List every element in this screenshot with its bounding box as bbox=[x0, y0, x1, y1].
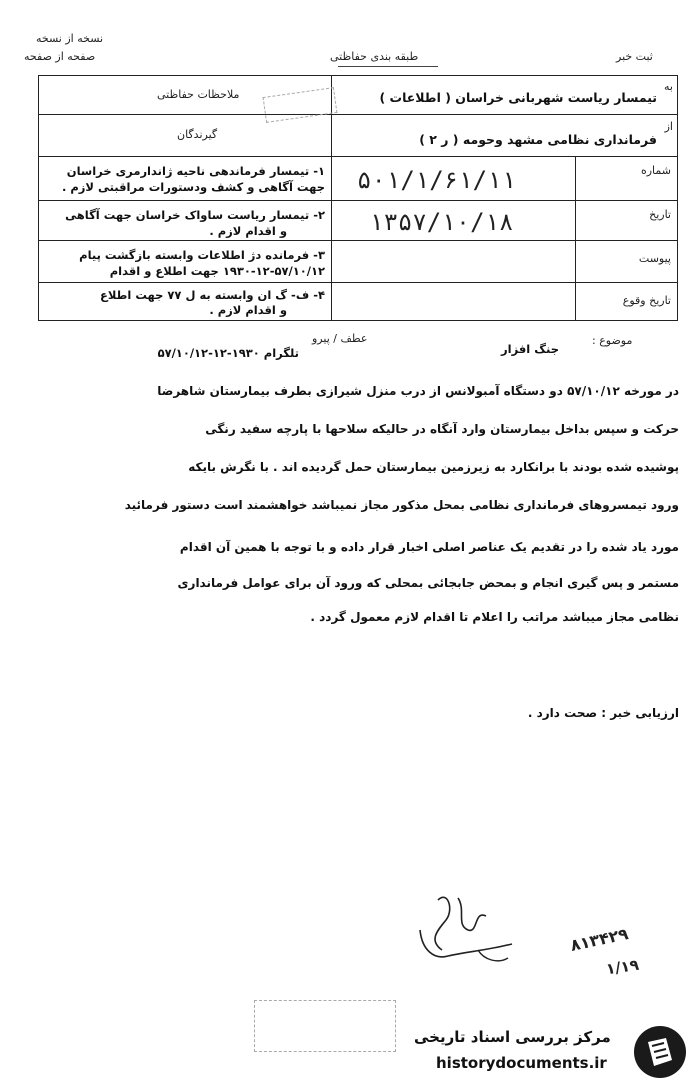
reference-label: عطف / پیرو bbox=[312, 332, 368, 345]
news-evaluation: ارزیابی خبر : صحت دارد . bbox=[527, 706, 679, 720]
from-label: از bbox=[664, 120, 673, 133]
to-label: به bbox=[664, 80, 673, 93]
recipients-label: گیرندگان bbox=[177, 128, 218, 141]
body-line-2: حرکت و سپس بداخل بیمارستان وارد آنگاه در حالیکه سلاحها با پارچه سفید رنگی bbox=[205, 422, 679, 436]
to-value: تیمسار ریاست شهربانی خراسان ( اطلاعات ) bbox=[379, 90, 657, 105]
copy-count-line: نسخه از نسخه bbox=[36, 32, 104, 45]
number-value: ۵۰۱/۱/۶۱/۱۱ bbox=[357, 166, 516, 194]
recipient-2-line1: ۲- تیمسار ریاست ساواک خراسان جهت آگاهی bbox=[65, 208, 325, 222]
attachment-label: پیوست bbox=[638, 252, 671, 265]
recipient-2-line2: و اقدام لازم . bbox=[209, 224, 287, 238]
page-count-line: صفحه از صفحه bbox=[24, 50, 96, 63]
watermark-url: historydocuments.ir bbox=[436, 1054, 607, 1072]
subject-label: موضوع : bbox=[592, 334, 633, 347]
form-table bbox=[38, 75, 678, 321]
margin-note-number: ۸۱۳۴۲۹ bbox=[568, 924, 630, 955]
classification-label: طبقه بندی حفاظتی bbox=[330, 50, 419, 63]
record-label: ثبت خبر bbox=[616, 50, 653, 63]
body-line-6: مستمر و پس گیری انجام و بمحض جابجائی بمحلی که ورود آن برای عوامل فرمانداری bbox=[177, 576, 679, 590]
from-value: فرمانداری نظامی مشهد وحومه ( ر ۲ ) bbox=[419, 132, 657, 147]
occurrence-date-label: تاریخ وقوع bbox=[622, 294, 671, 307]
recipient-3-line2: ۱۹۳۰-۱۲-۵۷/۱۰/۱۲ جهت اطلاع و اقدام bbox=[109, 264, 325, 278]
recipient-4-line2: و اقدام لازم . bbox=[209, 303, 287, 317]
date-label: تاریخ bbox=[649, 208, 671, 221]
classification-underline bbox=[338, 66, 438, 67]
handwritten-signature bbox=[408, 880, 528, 980]
row-divider bbox=[39, 282, 677, 283]
row-divider bbox=[39, 114, 677, 115]
row-divider bbox=[39, 156, 677, 157]
recipient-4-line1: ۴- ف- گ ان وابسته به ل ۷۷ جهت اطلاع bbox=[99, 288, 325, 302]
body-line-7: نظامی مجاز میباشد مراتب را اعلام تا اقدام لازم معمول گردد . bbox=[310, 610, 679, 624]
margin-note-fraction: ۱/۱۹ bbox=[604, 955, 641, 979]
row-divider bbox=[39, 240, 677, 241]
faded-bottom-stamp bbox=[254, 1000, 396, 1052]
protection-notes-label: ملاحظات حفاظتی bbox=[157, 88, 240, 101]
body-line-4: ورود تیمسروهای فرمانداری نظامی بمحل مذکور مجاز نمیباشد خواهشمند است دستور فرمائید bbox=[124, 498, 679, 512]
reference-value: تلگرام ۱۹۳۰-۱۲-۵۷/۱۰/۱۲ bbox=[157, 346, 299, 360]
subject-value: جنگ افزار bbox=[501, 342, 559, 356]
watermark-brand-name: مرکز بررسی اسناد تاریخی bbox=[414, 1028, 611, 1046]
body-line-1: در مورخه ۵۷/۱۰/۱۲ دو دستگاه آمبولانس از درب منزل شیرازی بطرف بیمارستان شاهرضا bbox=[157, 384, 679, 398]
recipient-3-line1: ۳- فرمانده دژ اطلاعات وابسته بازگشت پیام bbox=[79, 248, 325, 262]
label-column-divider bbox=[575, 156, 576, 320]
recipient-1-line2: جهت آگاهی و کشف ودستورات مراقبتی لازم . bbox=[61, 180, 325, 194]
date-value: ۱۳۵۷/۱۰/۱۸ bbox=[369, 208, 514, 236]
body-line-5: مورد یاد شده را در تقدیم یک عناصر اصلی اخبار قرار داده و با توجه با همین آن اقدام bbox=[179, 540, 679, 554]
row-divider bbox=[39, 200, 677, 201]
archive-logo-icon bbox=[632, 1024, 688, 1080]
number-label: شماره bbox=[640, 164, 671, 177]
body-line-3: پوشیده شده بودند با برانکارد به زیرزمین بیمارستان حمل گردیده اند . با نگرش بایکه bbox=[188, 460, 679, 474]
recipient-1-line1: ۱- تیمسار فرماندهی ناحیه ژاندارمری خراسان bbox=[66, 164, 325, 178]
